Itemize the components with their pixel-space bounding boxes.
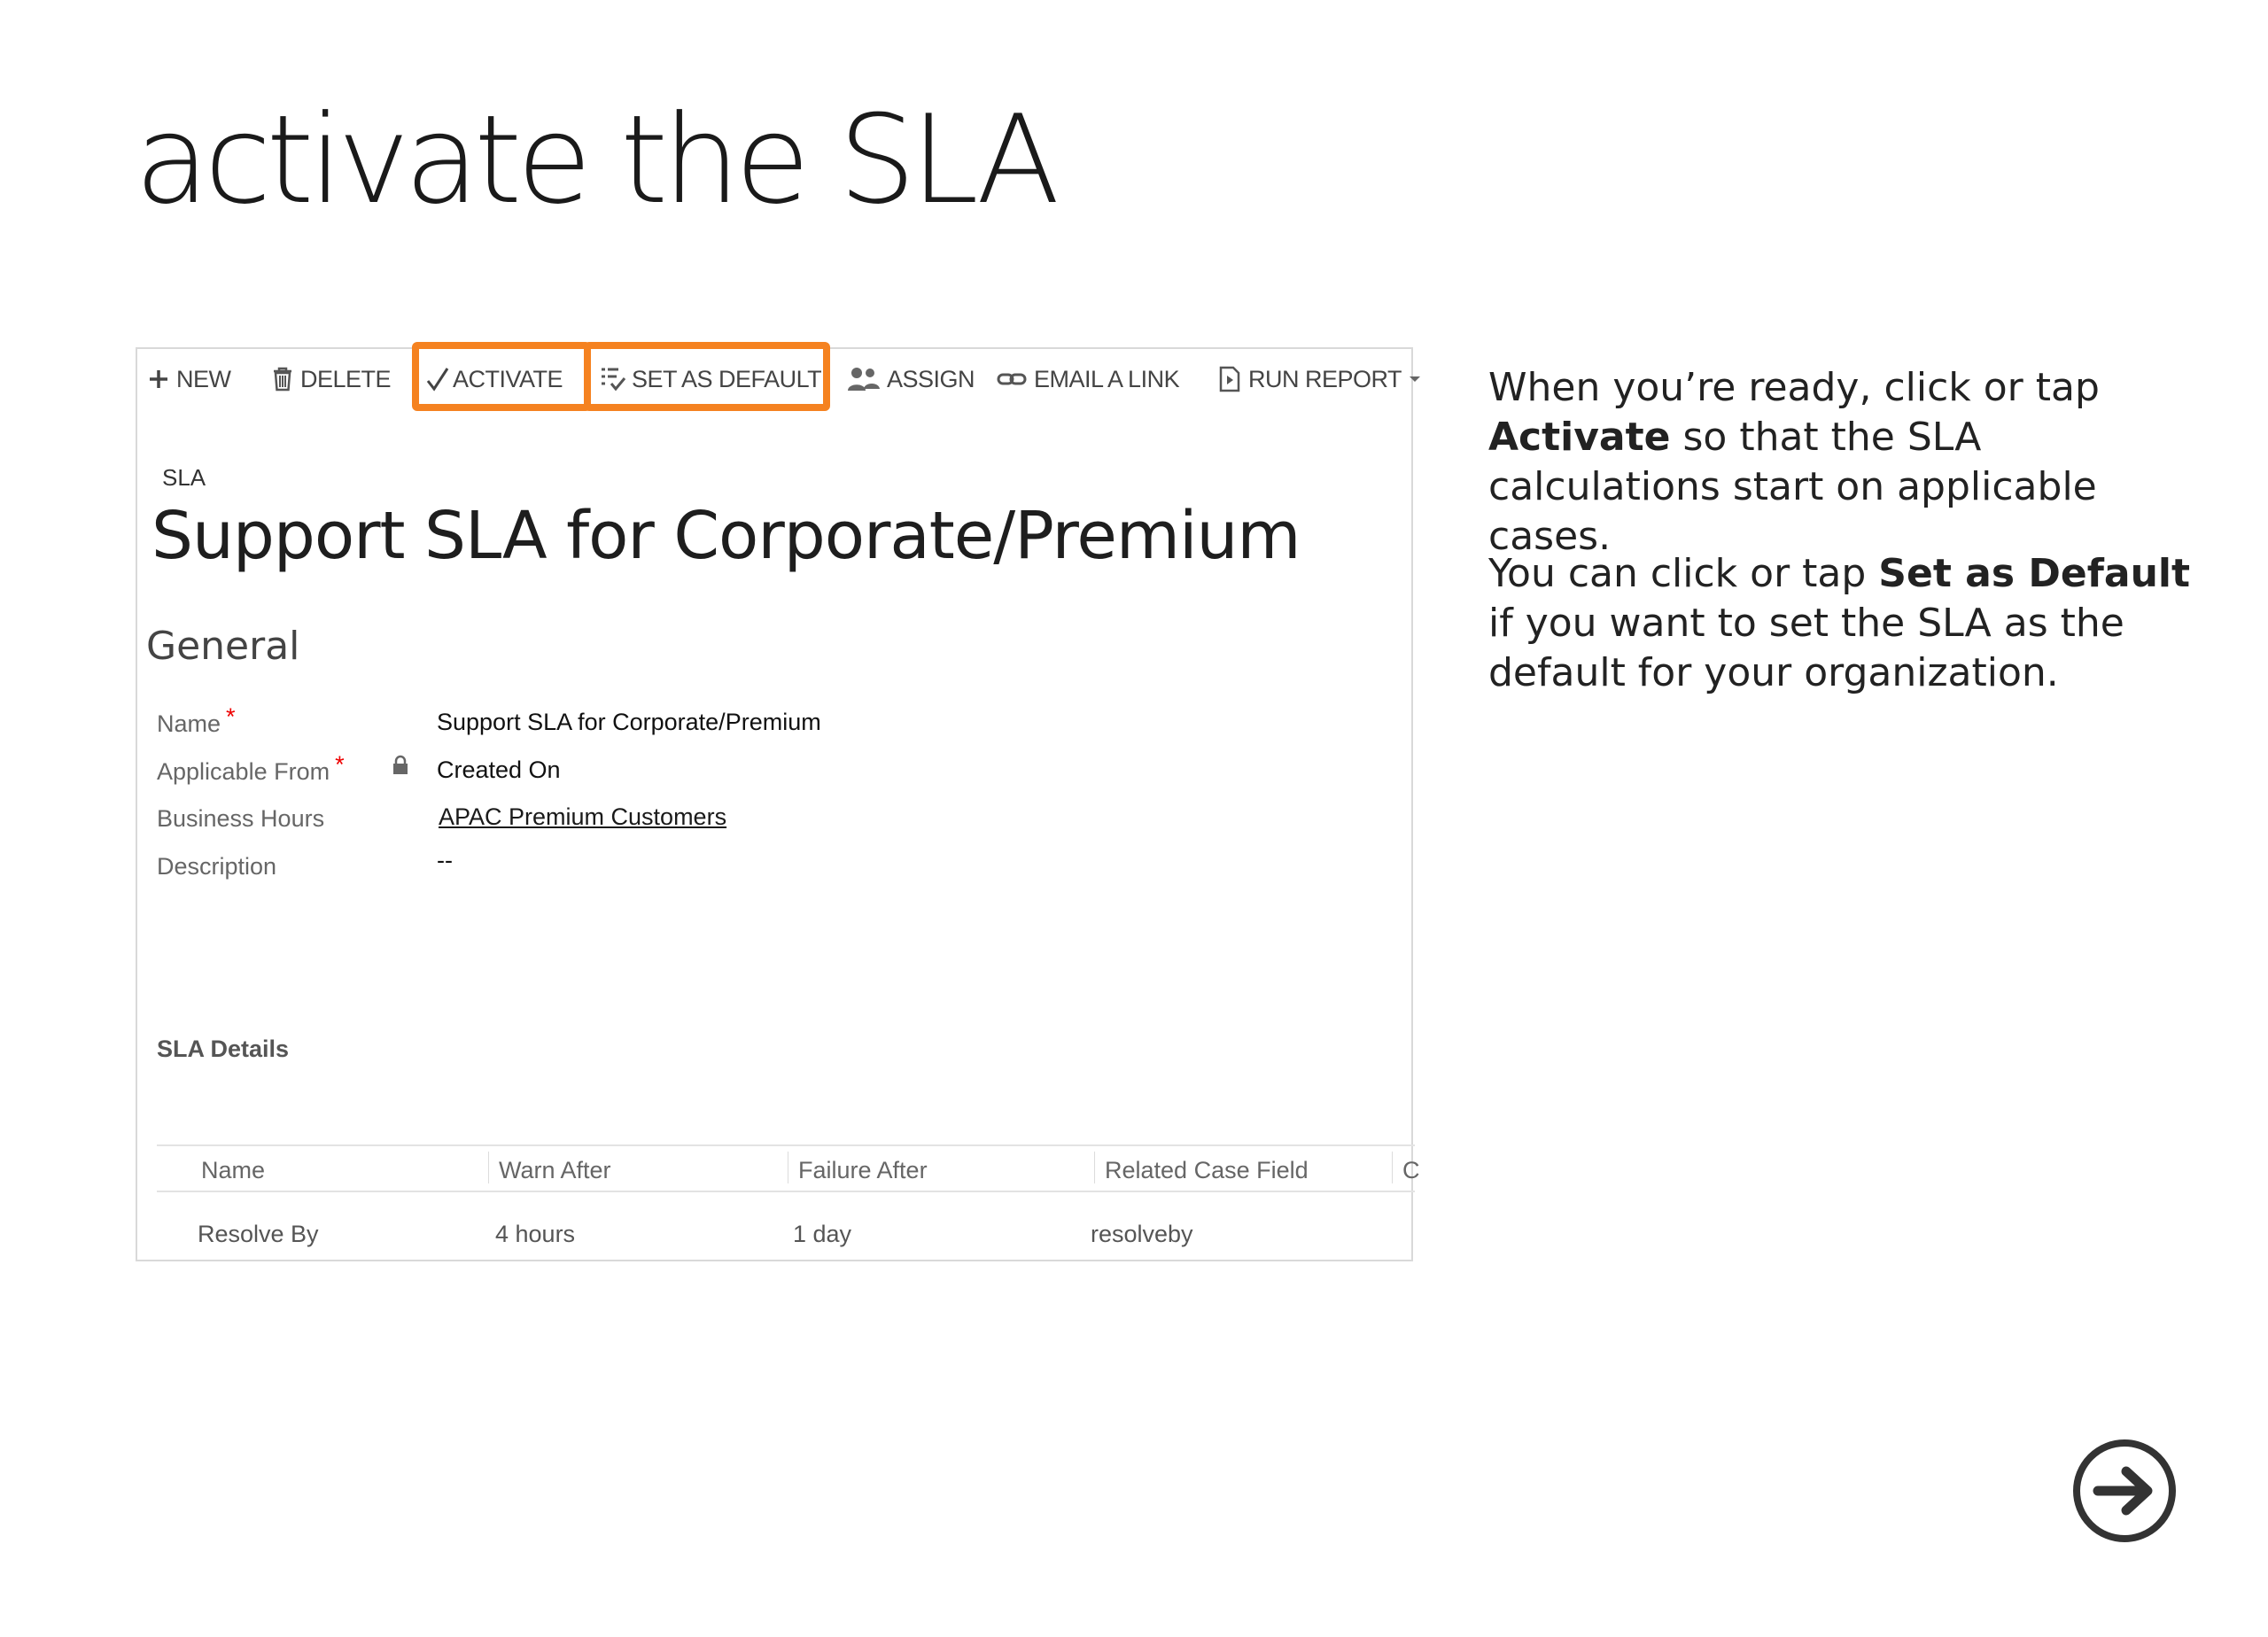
email-a-link-button[interactable] <box>997 361 1179 397</box>
explanation-paragraph-1 <box>1488 363 2215 562</box>
row-cell-related-case-field: resolveby <box>1091 1221 1193 1247</box>
set-as-default-button[interactable] <box>600 361 821 397</box>
delete-button[interactable] <box>272 361 391 397</box>
email-a-link-label: EMAIL A LINK <box>1034 365 1180 392</box>
column-separator <box>488 1152 489 1183</box>
name-field-value[interactable]: Support SLA for Corporate/Premium <box>437 709 821 735</box>
column-header-warn-after[interactable]: Warn After <box>499 1157 611 1183</box>
column-header-related-case-field[interactable]: Related Case Field <box>1105 1157 1309 1183</box>
column-separator <box>1094 1152 1095 1183</box>
required-indicator: * <box>335 751 345 778</box>
business-hours-link[interactable]: APAC Premium Customers <box>439 803 727 830</box>
sla-details-title: SLA Details <box>157 1036 290 1062</box>
applicable-from-field-value[interactable]: Created On <box>437 756 561 783</box>
assign-button[interactable] <box>848 361 975 397</box>
slide-title: activate the SLA <box>135 89 1055 231</box>
run-report-button[interactable] <box>1218 361 1428 397</box>
entity-type-label: SLA <box>162 464 206 491</box>
column-header-truncated[interactable]: C <box>1402 1157 1420 1183</box>
report-icon <box>1218 366 1241 392</box>
business-hours-field-label: Business Hours <box>157 805 325 832</box>
explanation-paragraph-2 <box>1488 549 2215 698</box>
new-label: NEW <box>176 365 231 392</box>
row-cell-failure-after: 1 day <box>793 1221 852 1247</box>
record-title: Support SLA for Corporate/Premium <box>151 498 1301 574</box>
run-report-label: RUN REPORT <box>1248 365 1402 392</box>
sla-details-grid-header <box>157 1144 1420 1192</box>
people-icon <box>848 366 880 392</box>
crm-form-screenshot <box>136 347 1420 1261</box>
activate-button[interactable] <box>426 361 563 397</box>
explanation-emphasis: Activate <box>1488 415 1671 460</box>
row-cell-warn-after: 4 hours <box>495 1221 576 1247</box>
next-slide-button[interactable] <box>2071 1438 2178 1544</box>
trash-icon <box>272 367 293 392</box>
column-header-name[interactable]: Name <box>201 1157 266 1183</box>
plus-icon <box>148 369 169 390</box>
command-bar <box>137 349 1411 411</box>
explanation-text: so that the SLA calculations start on applicable cases. <box>1488 415 2097 559</box>
applicable-from-label-text: Applicable From <box>157 758 330 785</box>
applicable-from-field-label <box>157 751 345 786</box>
name-field-label <box>157 703 236 738</box>
row-cell-name[interactable]: Resolve By <box>198 1221 319 1247</box>
general-section-title: General <box>146 624 300 669</box>
link-icon <box>997 370 1027 388</box>
activate-label: ACTIVATE <box>453 365 563 392</box>
dropdown-arrow-icon <box>1409 375 1421 384</box>
column-separator <box>1392 1152 1393 1183</box>
assign-label: ASSIGN <box>887 365 975 392</box>
arrow-right-circle-icon <box>2071 1438 2178 1544</box>
description-field-value[interactable]: -- <box>437 847 453 873</box>
new-button[interactable] <box>148 361 231 397</box>
delete-label: DELETE <box>300 365 392 392</box>
explanation-text: When you’re ready, click or tap <box>1488 365 2100 410</box>
explanation-text: You can click or tap <box>1488 551 1879 596</box>
explanation-emphasis: Set as Default <box>1878 551 2191 596</box>
explanation-text: if you want to set the SLA as the default for your organization. <box>1488 601 2124 695</box>
required-indicator: * <box>226 703 236 730</box>
column-header-failure-after[interactable]: Failure After <box>798 1157 928 1183</box>
lock-icon <box>392 756 408 772</box>
description-field-label: Description <box>157 853 277 880</box>
set-as-default-label: SET AS DEFAULT <box>632 365 822 392</box>
list-check-icon <box>600 366 628 392</box>
checkmark-icon <box>426 367 449 392</box>
name-label-text: Name <box>157 710 221 737</box>
